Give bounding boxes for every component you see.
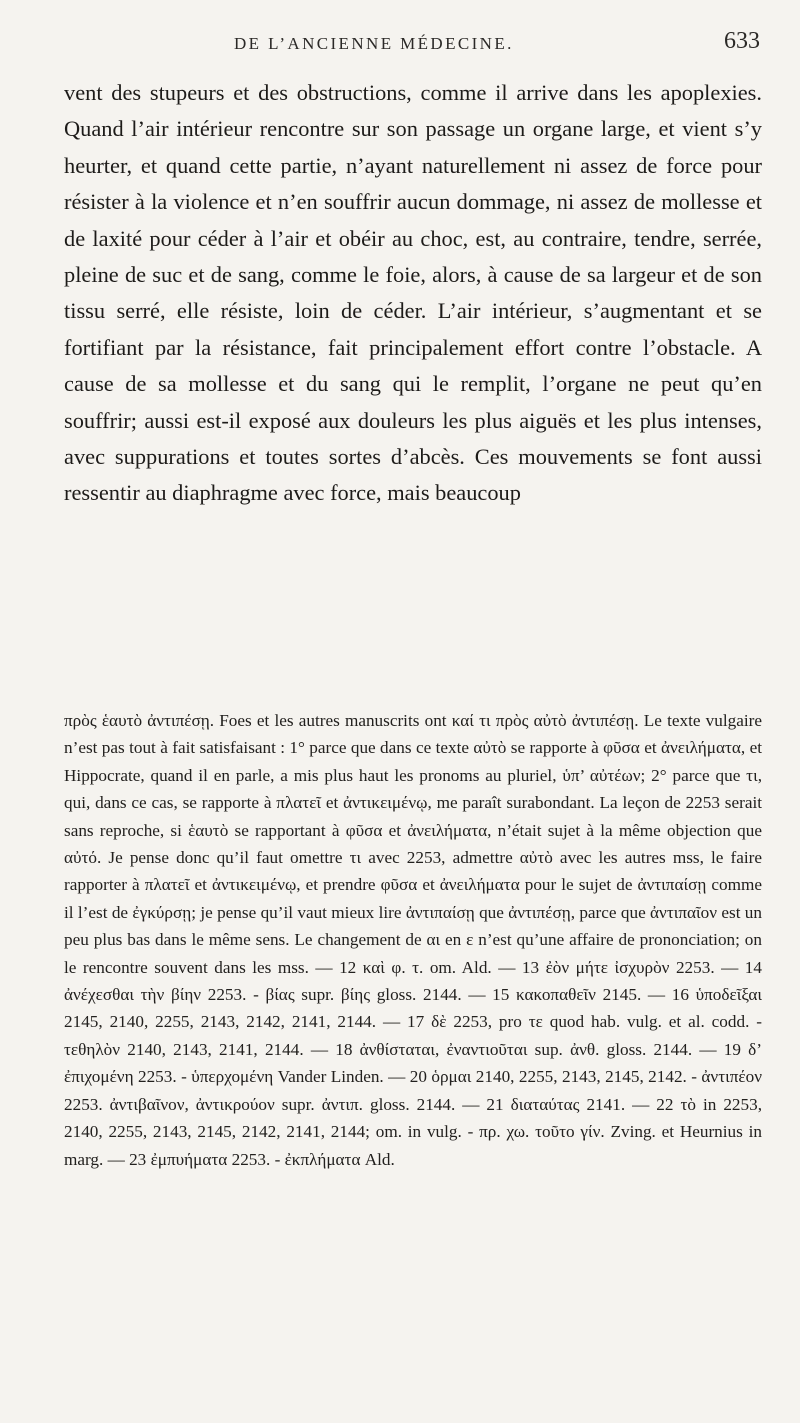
page-header — [0, 22, 800, 62]
running-title: DE L’ANCIENNE MÉDECINE. — [234, 34, 514, 53]
page-number: 633 — [724, 28, 760, 54]
main-paragraph: vent des stupeurs et des obstructions, comme il arrive dans les apoplexies. Quand l’air intérieur rencontre sur son passage un organe large, et vient s’y heurter, et quand cette partie, n’ayant naturellement ni assez de force pour résister à la violence et n’en souffrir aucun dommage, ni assez de mollesse et de laxité pour céder à l’air et obéir au choc, est, au contraire, tendre, serrée, pleine de suc et de sang, comme le foie, alors, à cause de sa largeur et de son tissu serré, elle résiste, loin de céder. L’air intérieur, s’augmentant et se fortifiant par la résistance, fait principalement effort contre l’obstacle. A cause de sa mollesse et du sang qui le remplit, l’organe ne peut qu’en souffrir; aussi est-il exposé aux douleurs les plus aiguës et les plus intenses, avec suppurations et toutes sortes d’abcès. Ces mouvements se font aussi ressentir au diaphragme avec force, mais beaucoup — [64, 80, 762, 506]
footnotes — [64, 707, 762, 1173]
footnote-text: πρὸς ἑαυτὸ ἀντιπέσῃ. Foes et les autres manuscrits ont καί τι πρὸς αὐτὸ ἀντιπέσῃ. Le texte vulgaire n’est pas tout à fait satisfaisant : 1° parce que dans ce texte αὐτὸ se rapporte à φῦσα et ἀνειλήματα, et Hippocrate, quand il en parle, a mis plus haut les pronoms au pluriel, ὑπ’ αὐτέων; 2° parce que τι, qui, dans ce cas, se rapporte à πλατεῖ et ἀντικειμένῳ, me paraît surabondant. La leçon de 2253 serait sans reproche, si ἑαυτὸ se rapportant à φῦσα et ἀνειλήματα, n’était sujet à la même objection que αὐτό. Je pense donc qu’il faut omettre τι avec 2253, admettre αὐτὸ avec les autres mss, le faire rapporter à πλατεῖ et ἀντικειμένῳ, et prendre φῦσα et ἀνειλήματα pour le sujet de ἀντιπαίσῃ comme il l’est de ἐγκύρσῃ; je pense qu’il vaut mieux lire ἀντιπαίσῃ que ἀντιπέσῃ, parce que ἀντιπαῖον est un peu plus bas dans le même sens. Le changement de αι en ε n’est qu’une affaire de prononciation; on le rencontre souvent dans les mss. — 12 καὶ φ. τ. om. Ald. — 13 ἐὸν μήτε ἰσχυρὸν 2253. — 14 ἀνέχεσθαι τὴν βίην 2253. - βίας supr. βίης gloss. 2144. — 15 κακοπαθεῖν 2145. — 16 ὑποδεῖξαι 2145, 2140, 2255, 2143, 2142, 2141, 2144. — 17 δὲ 2253, pro τε quod hab. vulg. et al. codd. - τεθηλὸν 2140, 2143, 2141, 2144. — 18 ἀνθίσταται, ἐναντιοῦται sup. ἀνθ. gloss. 2144. — 19 δ’ ἐπιχομένη 2253. - ὑπερχομένη Vander Linden. — 20 ὁρμαι 2140, 2255, 2143, 2145, 2142. - ἀντιπέον 2253. ἀντιβαῖνον, ἀντικρούον supr. ἀντιπ. gloss. 2144. — 21 διαταύτας 2141. — 22 τὸ in 2253, 2140, 2255, 2143, 2145, 2142, 2141, 2144; om. in vulg. - πρ. χω. τοῦτο γίν. Zving. et Heurnius in marg. — 23 ἐμπυήματα 2253. - ἐκπλήματα Ald. — [64, 711, 762, 1169]
main-text — [64, 75, 762, 512]
